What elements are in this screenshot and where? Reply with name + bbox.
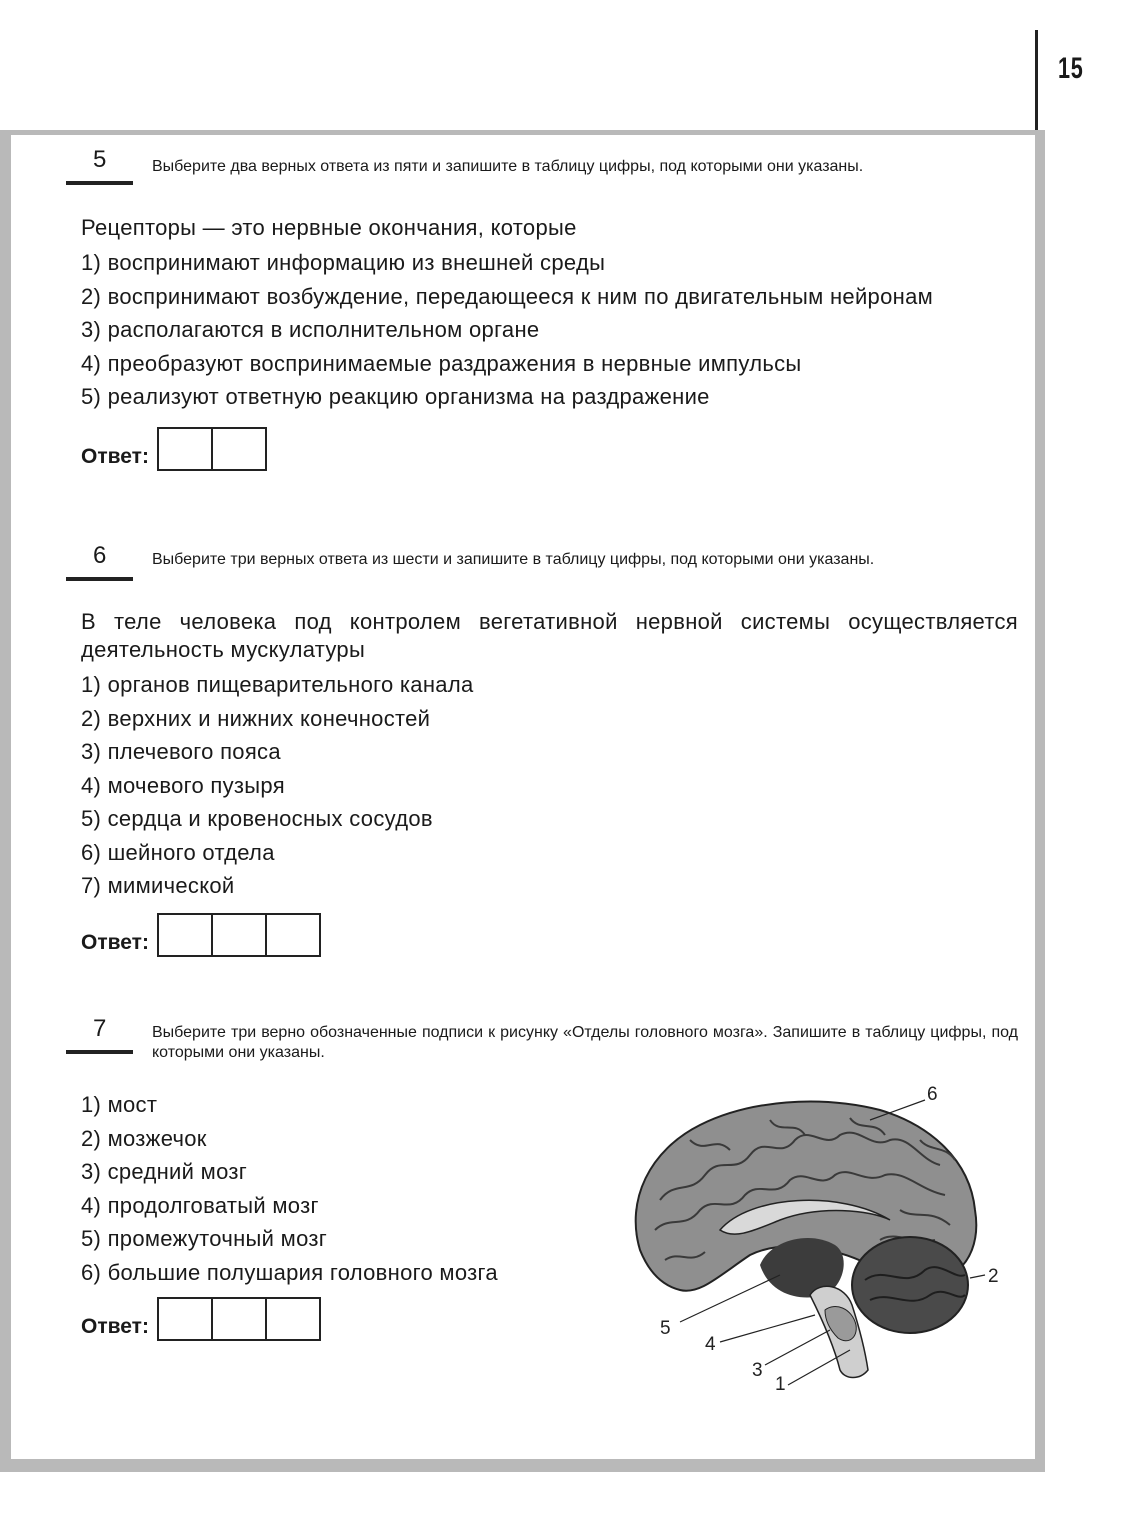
figure-label-3: 3 [752, 1360, 763, 1381]
task-number: 5 [93, 146, 107, 173]
option-item: 2) воспринимают возбуждение, передающееся к ним по двигательным нейронам [81, 283, 934, 309]
task-instruction: Выберите три верно обозначенные подписи к рисунку «Отделы головного мозга». Запишите в таблицу цифры, под которыми они указаны. [152, 1024, 1018, 1061]
answer-box[interactable] [157, 913, 321, 957]
answer-cell[interactable] [267, 1299, 319, 1339]
task-instruction: Выберите три верных ответа из шести и запишите в таблицу цифры, под которыми они указаны. [152, 551, 875, 568]
figure-label-4: 4 [705, 1334, 716, 1355]
option-item: 2) мозжечок [81, 1125, 207, 1151]
option-item: 1) мост [81, 1092, 158, 1117]
answer-cell[interactable] [213, 1299, 267, 1339]
figure-label-5: 5 [660, 1318, 671, 1339]
answer-cell[interactable] [213, 915, 267, 955]
task-number: 7 [93, 1015, 107, 1042]
answer-row [81, 1297, 321, 1341]
figure-label-2: 2 [988, 1266, 999, 1287]
header-rule [1035, 30, 1038, 133]
page-number: 15 [1058, 52, 1084, 85]
option-item: 4) мочевого пузыря [81, 772, 285, 798]
option-list [81, 668, 474, 903]
answer-cell[interactable] [213, 429, 265, 469]
option-item: 3) средний мозг [81, 1159, 248, 1184]
option-item: 4) продолговатый мозг [81, 1192, 319, 1218]
cerebellum-shape [852, 1237, 968, 1333]
task-number-bar [66, 1050, 133, 1054]
answer-cell[interactable] [159, 915, 213, 955]
option-item: 5) сердца и кровеносных сосудов [81, 806, 433, 831]
option-item: 5) реализуют ответную реакцию организма на раздражение [81, 384, 710, 409]
task-number-bar [66, 181, 133, 185]
task-number-bar [66, 577, 133, 581]
brain-figure [620, 1080, 1020, 1390]
answer-label: Ответ: [81, 931, 149, 954]
answer-row [81, 427, 267, 471]
option-list [81, 1088, 498, 1289]
option-item: 6) шейного отдела [81, 839, 275, 865]
answer-cell[interactable] [267, 915, 319, 955]
answer-row [81, 913, 321, 957]
answer-label: Ответ: [81, 445, 149, 468]
option-item: 4) преобразуют воспринимаемые раздражения в нервные импульсы [81, 350, 802, 376]
option-item: 5) промежуточный мозг [81, 1226, 328, 1251]
task-number: 6 [93, 542, 107, 569]
option-item: 3) располагаются в исполнительном органе [81, 317, 540, 342]
option-item: 6) большие полушария головного мозга [81, 1259, 498, 1285]
option-item: 1) воспринимают информацию из внешней среды [81, 250, 606, 275]
task-stem: Рецепторы — это нервные окончания, которые [81, 215, 577, 240]
answer-box[interactable] [157, 427, 267, 471]
figure-label-1: 1 [775, 1374, 786, 1390]
task-instruction: Выберите два верных ответа из пяти и запишите в таблицу цифры, под которыми они указаны. [152, 158, 864, 175]
figure-label-6: 6 [927, 1084, 938, 1105]
option-item: 3) плечевого пояса [81, 739, 281, 764]
answer-box[interactable] [157, 1297, 321, 1341]
option-item: 7) мимической [81, 873, 235, 898]
option-list [81, 246, 933, 414]
answer-cell[interactable] [159, 429, 213, 469]
answer-cell[interactable] [159, 1299, 213, 1339]
task-stem: В теле человека под контролем вегетативной нервной системы осуществляется деятельность мускулатуры [81, 609, 1018, 662]
option-item: 1) органов пищеварительного канала [81, 672, 474, 697]
answer-label: Ответ: [81, 1315, 149, 1338]
option-item: 2) верхних и нижних конечностей [81, 705, 431, 731]
